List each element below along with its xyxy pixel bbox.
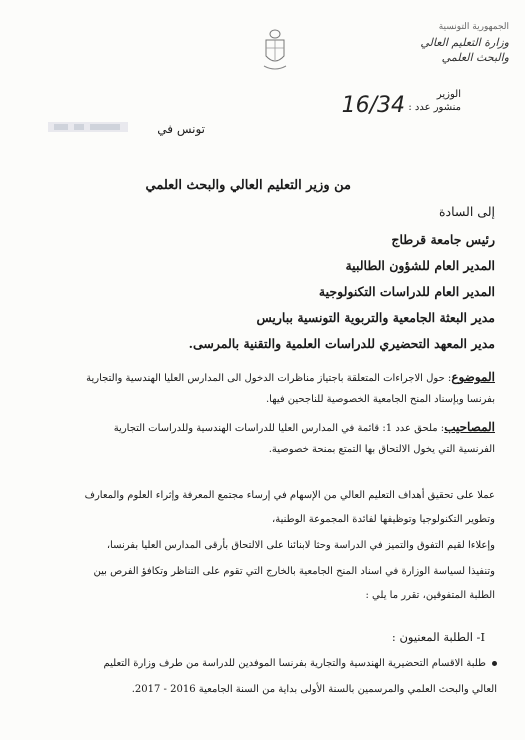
subject-text: : حول الاجراءات المتعلقة باجتياز مناظرات الدخول الى المدارس العليا الهندسية والتجارية [86,373,452,384]
place-date: تونس في [157,122,205,136]
date-stamp-icon [48,120,128,134]
ministry-name-line1: وزارة التعليم العالي [420,36,509,49]
sender-line: من وزير التعليم العالي والبحث العلمي [145,178,351,193]
recipient-item: المدير العام للشؤون الطالبية [345,258,495,273]
section-heading: I- الطلبة المعنيون : [391,630,485,644]
ministry-name-line2: والبحث العلمي [441,51,509,64]
body-line: الطلبة المتفوقين، تقرر ما يلي : [365,590,495,601]
subject-line-2: بفرنسا وبإسناد المنح الجامعية الخصوصية للناجحين فيها. [265,394,495,405]
body-line: وإعلاءا لقيم التفوق والتميز في الدراسة وحثا لابنائنا على الالتحاق بأرقى المدارس العليا بفرنسا، [106,540,495,551]
attachment-line-2: الفرنسية التي يخول الالتحاق بها التمتع بمنحة خصوصية. [268,444,495,455]
body-line: وتنفيذا لسياسة الوزارة في اسناد المنح الجامعية بالخارج التي تقوم على التناظر وتكافؤ الفرص بين [93,566,495,577]
bullet-icon [492,661,497,666]
recipient-item: المدير العام للدراسات التكنولوجية [318,284,495,299]
subject-line-1 [86,370,495,384]
subject-label: الموضوع [451,370,495,384]
recipient-item: مدير المعهد التحضيري للدراسات العلمية والتقنية بالمرسى. [188,336,495,351]
body-line: وتطوير التكنولوجيا وتوظيفها لفائدة المجموعة الوطنية، [272,514,495,525]
recipient-item: رئيس جامعة قرطاج [391,232,495,247]
letterhead [420,20,509,65]
tunisia-coat-of-arms-icon [260,28,290,72]
republic-name: الجمهورية التونسية [438,22,509,32]
circular-label: منشور عدد : [408,102,461,113]
body-line: عملا على تحقيق أهداف التعليم العالي من الإسهام في إرساء مجتمع المعرفة وإثراء العلوم والمعارف [84,490,495,501]
reference-block [408,88,461,114]
circular-number: 16/34 [341,93,405,118]
bullet-text: طلبة الاقسام التحضيرية الهندسية والتجارية بفرنسا الموفدين للدراسة من طرف وزارة التعليم [103,658,486,669]
bullet-line-1 [103,658,497,669]
attachment-label: المصاحيب [444,420,495,434]
recipient-item: مدير البعثة الجامعية والتربوية التونسية بباريس [256,310,495,325]
bullet-line-2: العالي والبحث العلمي والمرسمين بالسنة الأولى بداية من السنة الجامعية 2016 - 2017. [131,684,497,695]
recipients-intro: إلى السادة [438,204,495,219]
attachment-text: : ملحق عدد 1: قائمة في المدارس العليا للدراسات الهندسية وللدراسات التجارية [113,423,445,434]
minister-label: الوزير [436,89,461,100]
attachment-line-1 [114,420,495,434]
